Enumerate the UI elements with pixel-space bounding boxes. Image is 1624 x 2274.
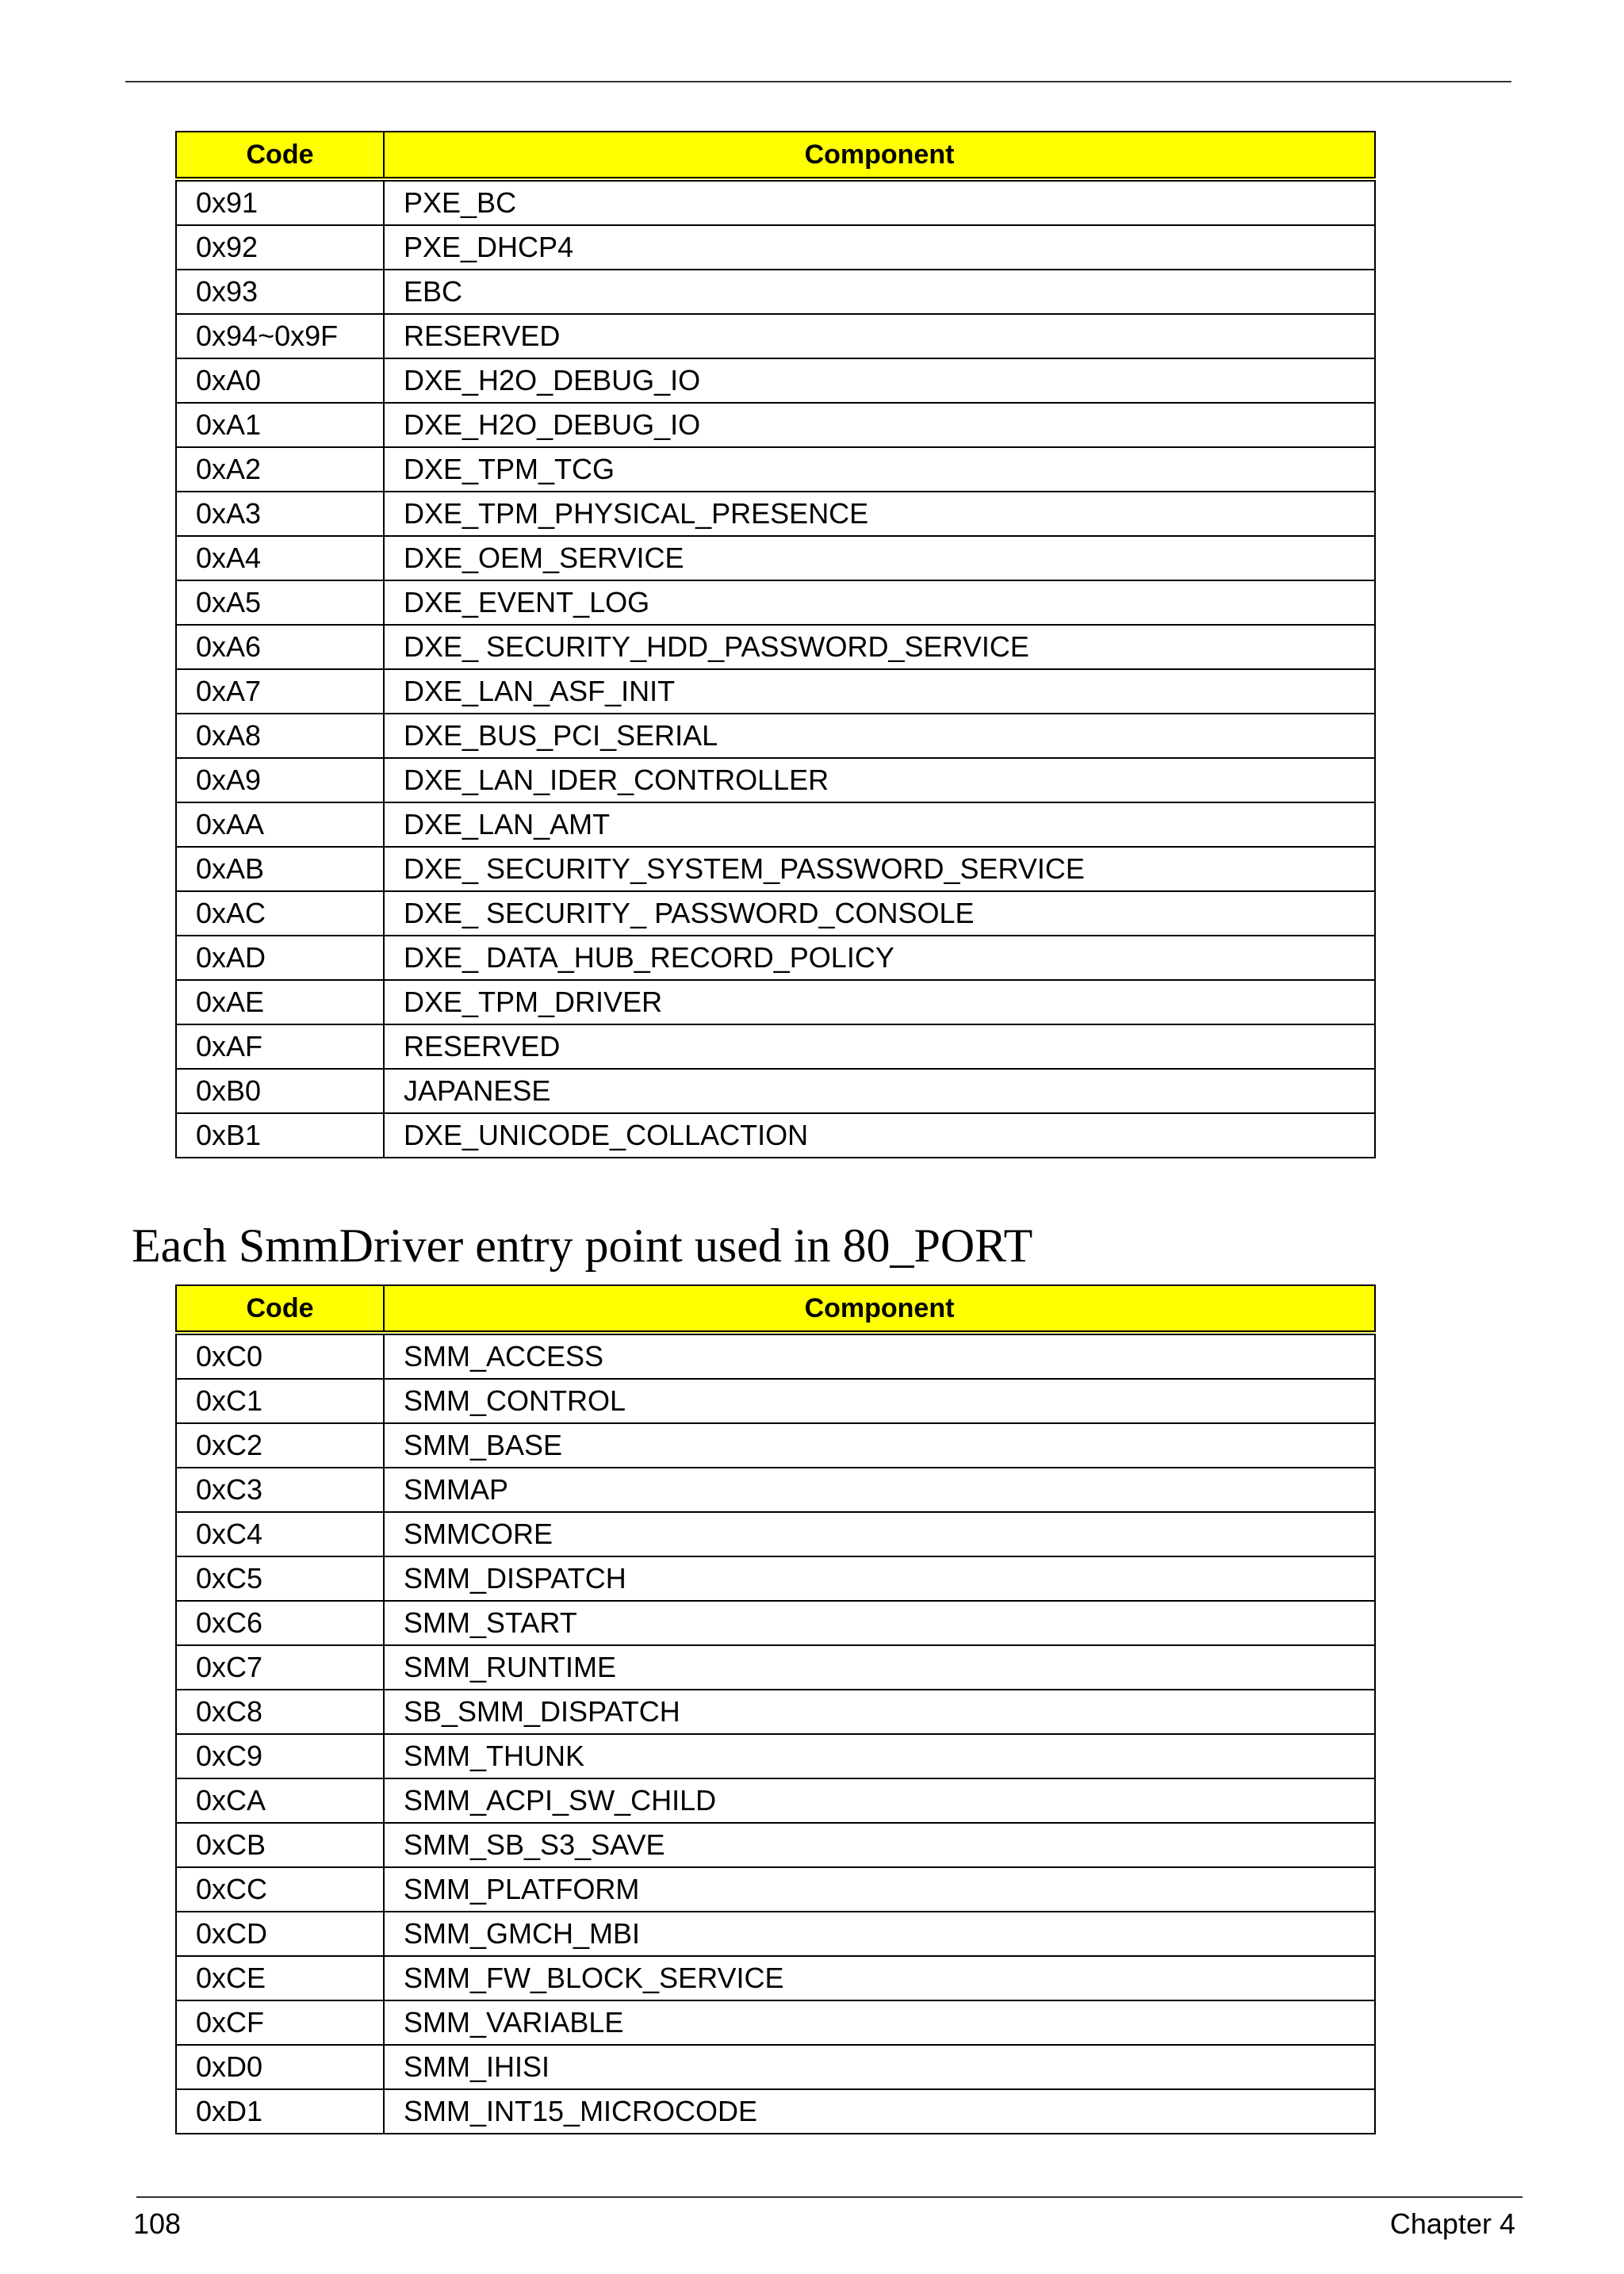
component-cell: SMMAP [384, 1468, 1375, 1512]
code-column-header: Code [176, 1285, 384, 1333]
code-cell: 0xC2 [176, 1423, 384, 1468]
component-cell: SMM_FW_BLOCK_SERVICE [384, 1956, 1375, 2000]
table-row [176, 1912, 1375, 1956]
component-cell: SMM_VARIABLE [384, 2000, 1375, 2045]
table-row [176, 1645, 1375, 1690]
table-row [176, 492, 1375, 536]
table-row [176, 1601, 1375, 1645]
table-row [176, 1423, 1375, 1468]
component-cell: SMM_SB_S3_SAVE [384, 1823, 1375, 1867]
table-row [176, 2000, 1375, 2045]
code-cell: 0xAC [176, 891, 384, 936]
component-cell: SMM_ACCESS [384, 1333, 1375, 1379]
table-row [176, 1556, 1375, 1601]
component-column-header: Component [384, 1285, 1375, 1333]
code-cell: 0xCE [176, 1956, 384, 2000]
code-cell: 0xB0 [176, 1069, 384, 1113]
table-row [176, 358, 1375, 403]
code-cell: 0xC0 [176, 1333, 384, 1379]
component-cell: DXE_EVENT_LOG [384, 580, 1375, 625]
table-row [176, 1867, 1375, 1912]
component-cell: DXE_ SECURITY_ PASSWORD_CONSOLE [384, 891, 1375, 936]
code-cell: 0x92 [176, 225, 384, 270]
code-cell: 0xC7 [176, 1645, 384, 1690]
component-cell: DXE_LAN_IDER_CONTROLLER [384, 758, 1375, 802]
code-cell: 0xA2 [176, 447, 384, 492]
component-cell: DXE_BUS_PCI_SERIAL [384, 714, 1375, 758]
component-cell: JAPANESE [384, 1069, 1375, 1113]
component-cell: RESERVED [384, 314, 1375, 358]
code-cell: 0x91 [176, 179, 384, 225]
code-cell: 0xC4 [176, 1512, 384, 1556]
component-column-header: Component [384, 132, 1375, 179]
table-row [176, 669, 1375, 714]
footer-rule [136, 2196, 1522, 2198]
component-cell: DXE_H2O_DEBUG_IO [384, 403, 1375, 447]
code-cell: 0xC1 [176, 1379, 384, 1423]
table-row [176, 1379, 1375, 1423]
table-row [176, 1113, 1375, 1158]
code-cell: 0xA6 [176, 625, 384, 669]
code-cell: 0xAE [176, 980, 384, 1024]
code-cell: 0xC5 [176, 1556, 384, 1601]
table-row [176, 447, 1375, 492]
table-row [176, 1468, 1375, 1512]
chapter-label: Chapter 4 [1389, 2207, 1515, 2240]
table-row [176, 625, 1375, 669]
table-row [176, 980, 1375, 1024]
table-row [176, 536, 1375, 580]
table-row [176, 1690, 1375, 1734]
component-cell: DXE_TPM_PHYSICAL_PRESENCE [384, 492, 1375, 536]
table-header-row [176, 132, 1375, 179]
table-body [176, 1333, 1375, 2134]
table-row [176, 891, 1375, 936]
component-cell: SMM_BASE [384, 1423, 1375, 1468]
code-cell: 0xA7 [176, 669, 384, 714]
code-cell: 0xAB [176, 847, 384, 891]
table-row [176, 802, 1375, 847]
table-row [176, 936, 1375, 980]
table-row [176, 225, 1375, 270]
component-cell: EBC [384, 270, 1375, 314]
code-cell: 0x94~0x9F [176, 314, 384, 358]
component-cell: SB_SMM_DISPATCH [384, 1690, 1375, 1734]
table-row [176, 1823, 1375, 1867]
header-rule [125, 81, 1511, 82]
table-row [176, 847, 1375, 891]
code-cell: 0x93 [176, 270, 384, 314]
component-cell: SMM_RUNTIME [384, 1645, 1375, 1690]
code-cell: 0xC9 [176, 1734, 384, 1778]
component-code-table-dxe [175, 131, 1376, 1158]
component-cell: DXE_UNICODE_COLLACTION [384, 1113, 1375, 1158]
table-body [176, 179, 1375, 1158]
component-cell: DXE_LAN_AMT [384, 802, 1375, 847]
component-cell: SMM_THUNK [384, 1734, 1375, 1778]
code-cell: 0xAD [176, 936, 384, 980]
table-row [176, 758, 1375, 802]
component-cell: SMM_ACPI_SW_CHILD [384, 1778, 1375, 1823]
component-cell: RESERVED [384, 1024, 1375, 1069]
component-cell: PXE_BC [384, 179, 1375, 225]
component-cell: SMMCORE [384, 1512, 1375, 1556]
code-cell: 0xC8 [176, 1690, 384, 1734]
table-row [176, 179, 1375, 225]
code-cell: 0xD1 [176, 2089, 384, 2134]
table-row [176, 580, 1375, 625]
component-cell: SMM_INT15_MICROCODE [384, 2089, 1375, 2134]
code-cell: 0xCA [176, 1778, 384, 1823]
code-cell: 0xA5 [176, 580, 384, 625]
component-cell: DXE_ SECURITY_SYSTEM_PASSWORD_SERVICE [384, 847, 1375, 891]
code-cell: 0xC3 [176, 1468, 384, 1512]
code-cell: 0xCC [176, 1867, 384, 1912]
component-cell: DXE_ SECURITY_HDD_PASSWORD_SERVICE [384, 625, 1375, 669]
component-code-table-smm [175, 1284, 1376, 2134]
table-row [176, 403, 1375, 447]
table-row [176, 1512, 1375, 1556]
code-cell: 0xA1 [176, 403, 384, 447]
page-number: 108 [133, 2207, 182, 2240]
code-cell: 0xCD [176, 1912, 384, 1956]
table-row [176, 314, 1375, 358]
table-row [176, 1069, 1375, 1113]
code-cell: 0xC6 [176, 1601, 384, 1645]
component-cell: DXE_ DATA_HUB_RECORD_POLICY [384, 936, 1375, 980]
table-row [176, 714, 1375, 758]
table-row [176, 1734, 1375, 1778]
code-cell: 0xD0 [176, 2045, 384, 2089]
table-row [176, 1778, 1375, 1823]
component-cell: DXE_LAN_ASF_INIT [384, 669, 1375, 714]
component-cell: SMM_PLATFORM [384, 1867, 1375, 1912]
code-cell: 0xAF [176, 1024, 384, 1069]
table-row [176, 1024, 1375, 1069]
component-cell: DXE_TPM_TCG [384, 447, 1375, 492]
component-cell: DXE_H2O_DEBUG_IO [384, 358, 1375, 403]
code-cell: 0xA8 [176, 714, 384, 758]
table-header-row [176, 1285, 1375, 1333]
table-row [176, 1333, 1375, 1379]
code-column-header: Code [176, 132, 384, 179]
code-cell: 0xA3 [176, 492, 384, 536]
table-row [176, 270, 1375, 314]
code-cell: 0xB1 [176, 1113, 384, 1158]
code-cell: 0xA0 [176, 358, 384, 403]
component-cell: SMM_GMCH_MBI [384, 1912, 1375, 1956]
component-cell: DXE_TPM_DRIVER [384, 980, 1375, 1024]
component-cell: SMM_CONTROL [384, 1379, 1375, 1423]
section-heading: Each SmmDriver entry point used in 80_PORT [132, 1219, 1033, 1272]
component-cell: SMM_START [384, 1601, 1375, 1645]
table-row [176, 1956, 1375, 2000]
component-cell: SMM_IHISI [384, 2045, 1375, 2089]
code-cell: 0xAA [176, 802, 384, 847]
code-cell: 0xCF [176, 2000, 384, 2045]
code-cell: 0xCB [176, 1823, 384, 1867]
component-cell: SMM_DISPATCH [384, 1556, 1375, 1601]
table-row [176, 2089, 1375, 2134]
code-cell: 0xA4 [176, 536, 384, 580]
code-cell: 0xA9 [176, 758, 384, 802]
component-cell: PXE_DHCP4 [384, 225, 1375, 270]
table-row [176, 2045, 1375, 2089]
component-cell: DXE_OEM_SERVICE [384, 536, 1375, 580]
